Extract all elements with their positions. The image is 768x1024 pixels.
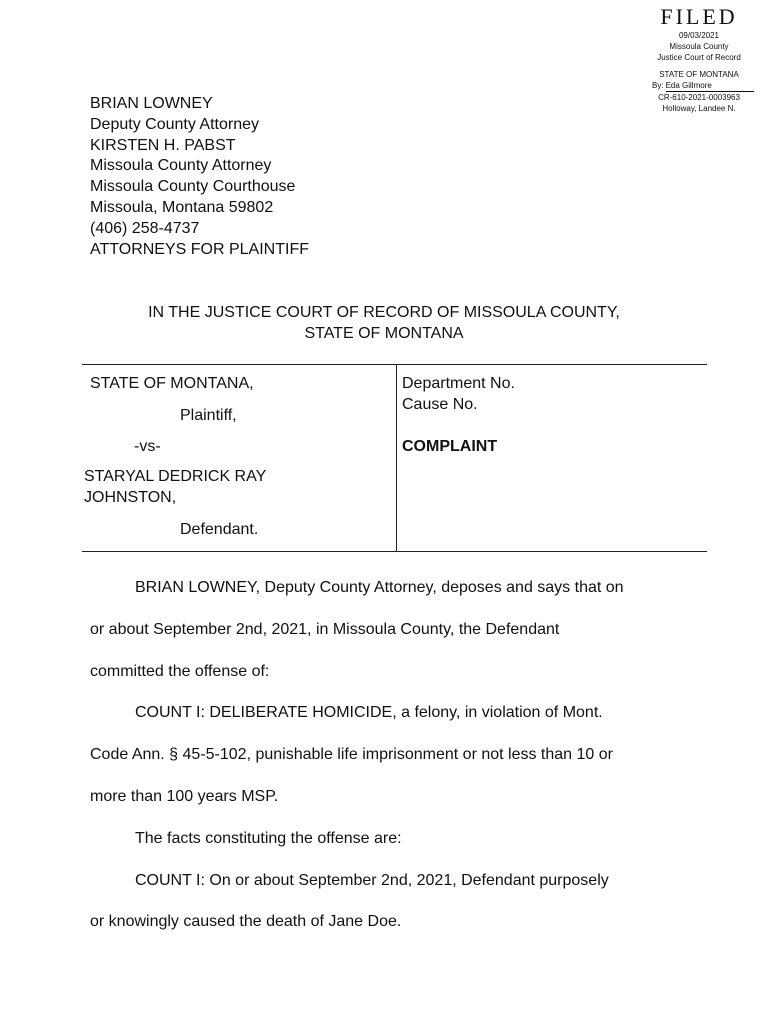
attorney-line: Missoula County Attorney <box>90 157 272 175</box>
court-heading-line: IN THE JUSTICE COURT OF RECORD OF MISSOULA COUNTY, <box>148 304 620 321</box>
complaint-body <box>90 567 690 943</box>
caption-divider <box>396 365 397 551</box>
attorney-line: ATTORNEYS FOR PLAINTIFF <box>90 240 309 258</box>
court-heading <box>0 302 768 344</box>
filed-word: FILED <box>660 4 738 29</box>
body-line: or knowingly caused the death of Jane Doe. <box>90 913 402 931</box>
defendant-role: Defendant. <box>180 521 259 538</box>
attorney-line: KIRSTEN H. PABST <box>90 136 236 154</box>
plaintiff-role: Plaintiff, <box>180 407 237 424</box>
body-line: more than 100 years MSP. <box>90 787 279 805</box>
document-title: COMPLAINT <box>402 438 498 455</box>
body-line: COUNT I: DELIBERATE HOMICIDE, a felony, in violation of Mont. <box>135 704 603 722</box>
stamp-county: Missoula County <box>669 42 729 51</box>
filed-stamp <box>636 6 762 114</box>
stamp-state: STATE OF MONTANA <box>659 70 739 79</box>
stamp-by-row <box>636 80 762 92</box>
defendant-name <box>84 467 266 508</box>
body-line: The facts constituting the offense are: <box>135 829 402 847</box>
stamp-case-number: CR-610-2021-0003963 <box>658 93 740 102</box>
attorney-line: Deputy County Attorney <box>90 115 259 133</box>
stamp-court: Justice Court of Record <box>657 53 741 62</box>
department-label: Department No. <box>402 375 515 392</box>
stamp-judge: Holloway, Landee N. <box>662 104 736 113</box>
versus-label: -vs- <box>134 438 161 455</box>
attorney-line: Missoula County Courthouse <box>90 178 296 196</box>
body-line: or about September 2nd, 2021, in Missoula County, the Defendant <box>90 620 560 638</box>
attorney-line: (406) 258-4737 <box>90 219 200 237</box>
cause-label: Cause No. <box>402 396 478 413</box>
body-line: committed the offense of: <box>90 662 270 680</box>
body-line: BRIAN LOWNEY, Deputy County Attorney, deposes and says that on <box>135 579 624 596</box>
stamp-by-label: By: <box>652 81 664 90</box>
attorney-line: BRIAN LOWNEY <box>90 95 213 112</box>
filed-date: 09/03/2021 <box>678 31 720 40</box>
attorney-block <box>90 94 309 260</box>
stamp-clerk-name: Eda Gillmore <box>666 80 754 92</box>
defendant-name-line: JOHNSTON, <box>84 488 177 506</box>
attorney-line: Missoula, Montana 59802 <box>90 198 274 216</box>
defendant-name-line: STARYAL DEDRICK RAY <box>84 468 267 485</box>
court-heading-line: STATE OF MONTANA <box>304 325 464 342</box>
body-line: COUNT I: On or about September 2nd, 2021, Defendant purposely <box>135 871 609 889</box>
body-line: Code Ann. § 45-5-102, punishable life imprisonment or not less than 10 or <box>90 746 613 764</box>
case-caption <box>82 364 707 552</box>
plaintiff-name: STATE OF MONTANA, <box>90 375 254 392</box>
